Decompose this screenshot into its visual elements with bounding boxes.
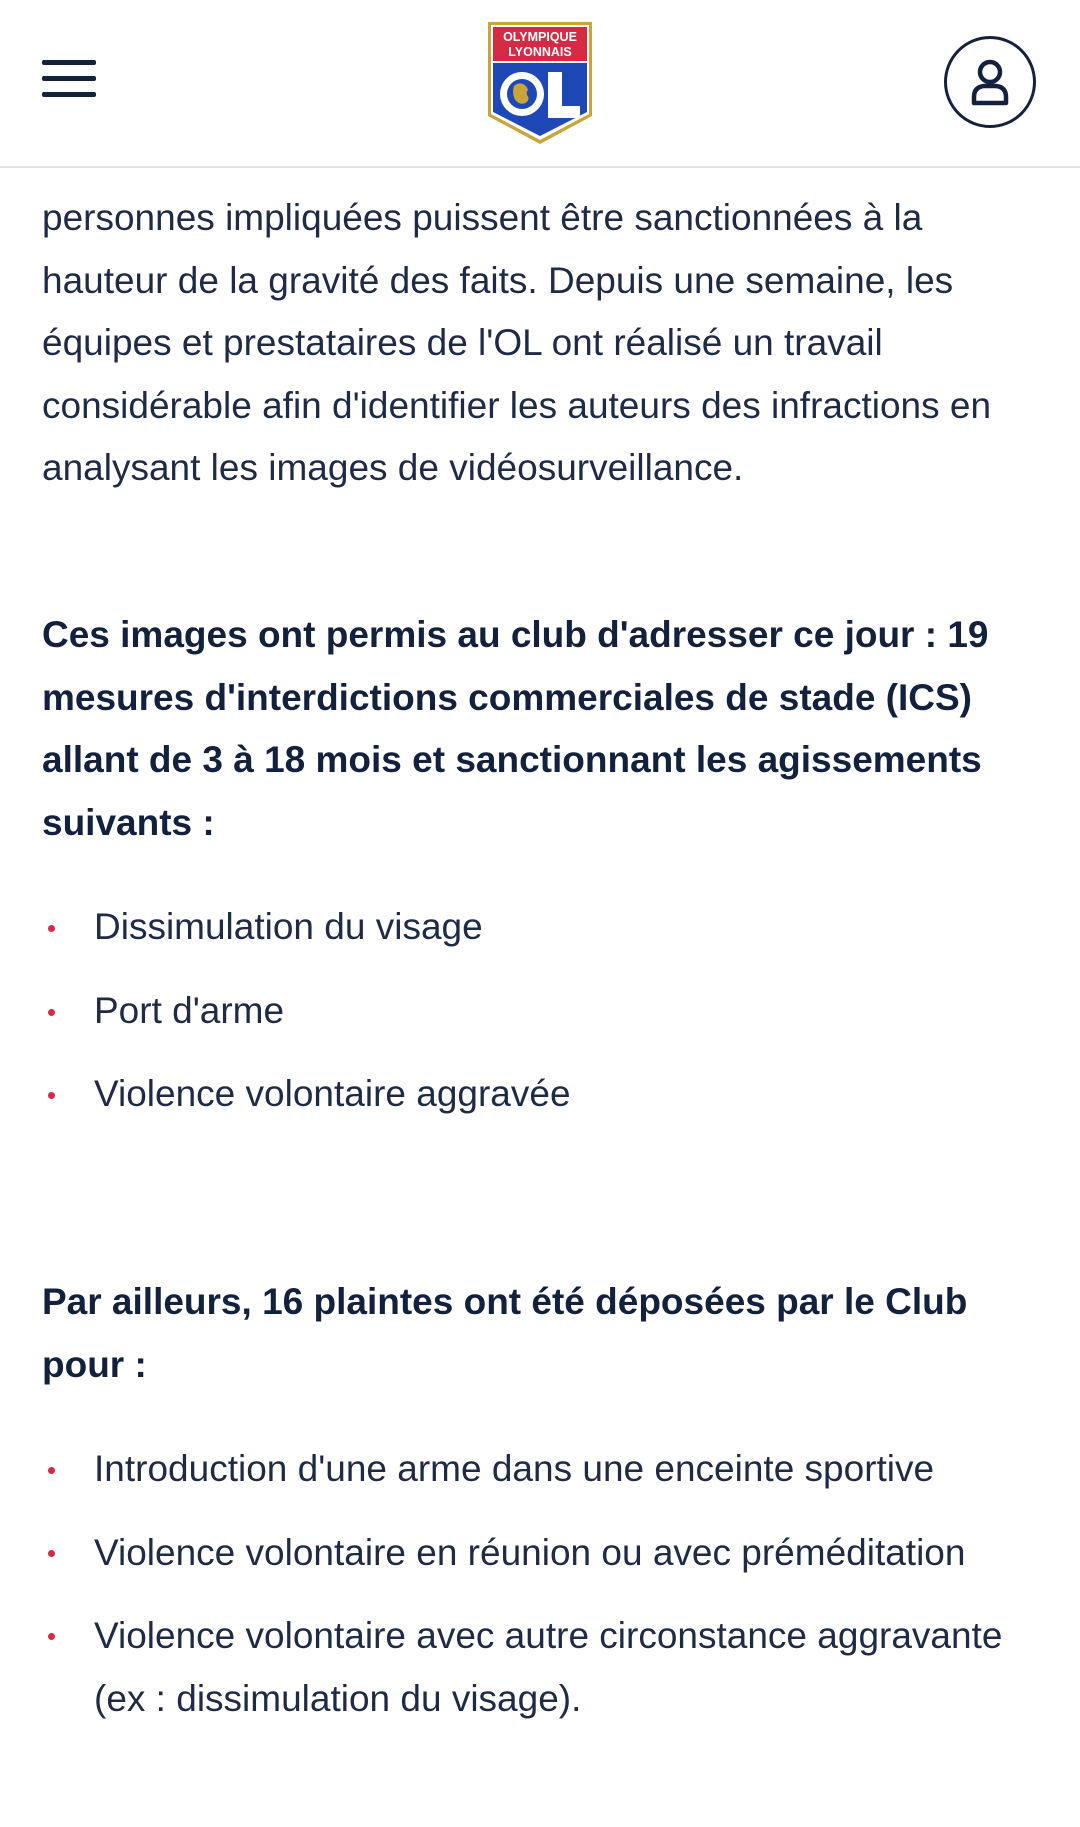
agissements-list [42,896,1052,1147]
bullet-icon [48,925,55,932]
list-item-label: Port d'arme [94,989,285,1031]
list-item-label: Introduction d'une arme dans une enceinte sportive [94,1448,935,1489]
logo-text-line1: OLYMPIQUE [503,30,577,44]
list-item-label: Violence volontaire aggravée [94,1073,571,1114]
bullet-icon [48,1550,55,1557]
list-item [42,1438,1052,1501]
bullet-icon [48,1467,55,1474]
ics-paragraph: Ces images ont permis au club d'adresser ce jour : 19 mesures d'interdictions commerciales de stade (ICS) allant de 3 à 18 mois et sanctionnant les agissements suivants : [42,614,989,843]
list-item [42,980,1052,1043]
bullet-icon [48,1009,55,1016]
list-item [42,1604,1052,1730]
list-item-label: Violence volontaire en réunion ou avec préméditation [94,1531,966,1573]
olympique-lyonnais-logo[interactable] [486,20,594,146]
logo-text-line2: LYONNAIS [508,45,572,59]
list-item [42,1063,1052,1126]
top-header [0,0,1080,168]
list-item [42,896,1052,959]
hamburger-menu-icon[interactable] [42,60,96,98]
bullet-icon [48,1633,55,1640]
list-item [42,1521,1052,1584]
plaintes-paragraph: Par ailleurs, 16 plaintes ont été déposées par le Club pour : [42,1281,968,1385]
list-item-label: Violence volontaire avec autre circonstance aggravante (ex : dissimulation du visage). [94,1614,1003,1719]
user-account-icon [970,59,1010,107]
user-account-button[interactable] [944,36,1036,128]
bullet-icon [48,1092,55,1099]
article-intro-paragraph: personnes impliquées puissent être sanctionnées à la hauteur de la gravité des faits. Depuis une semaine, les équipes et prestataires de l'OL ont réalisé un travail considérable afin d'identifier les auteurs des infractions en analysant les images de vidéosurveillance. [42,197,992,488]
plaintes-list [42,1438,1052,1750]
list-item-label: Dissimulation du visage [94,906,483,947]
